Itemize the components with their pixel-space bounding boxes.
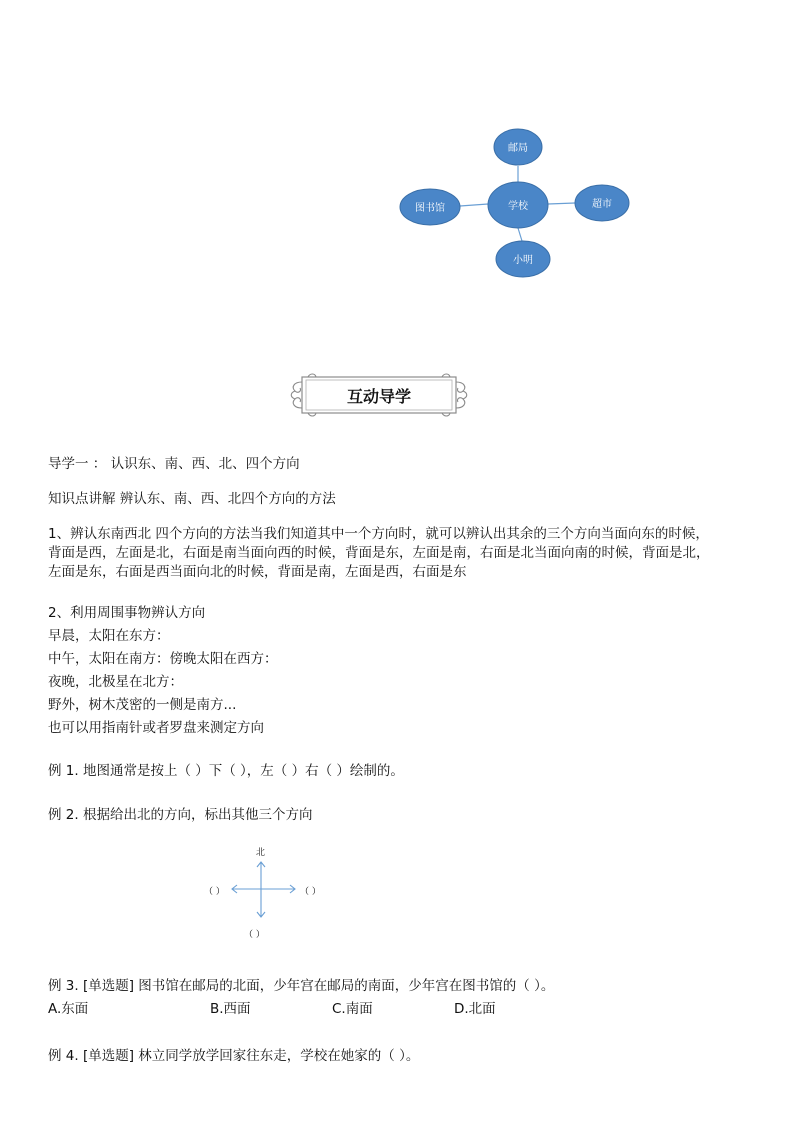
node-library (400, 189, 460, 225)
edge-school-library (460, 204, 488, 206)
example-3-options (48, 999, 548, 1019)
node-post-office (494, 129, 542, 165)
example-3: 例 3. [单选题] 图书馆在邮局的北面，少年宫在邮局的南面，少年宫在图书馆的（ ）。 (48, 978, 555, 994)
node-label-xiaoming: 小明 (513, 255, 533, 266)
compass-figure (200, 842, 340, 942)
node-label-school: 学校 (508, 201, 528, 212)
node-school (488, 182, 548, 228)
location-diagram (395, 125, 640, 280)
node-supermarket (575, 185, 629, 221)
surroundings-list (48, 626, 278, 741)
method-line-3: 左面是东，右面是西当面向北的时候，背面是南，左面是西，右面是东 (48, 564, 467, 580)
option-a[interactable]: A.东面 (48, 1001, 89, 1017)
banner-title: 互动导学 (346, 387, 411, 406)
example-2: 例 2. 根据给出北的方向，标出其他三个方向 (48, 807, 313, 823)
node-label-post-office: 邮局 (508, 143, 528, 154)
option-b[interactable]: B.西面 (210, 1001, 251, 1017)
method-line-2: 背面是西，左面是北，右面是南当面向西的时候，背面是东，左面是南，右面是北当面向南的时候，背面是北， (48, 545, 710, 561)
list-item: 中午，太阳在南方：傍晚太阳在西方： (48, 651, 278, 667)
option-c[interactable]: C.南面 (332, 1001, 373, 1017)
section-heading: 导学一 ： 认识东、南、西、北、四个方向 (48, 456, 300, 472)
compass-east-blank: （ ） (300, 887, 321, 897)
compass-north-label: 北 (256, 848, 266, 858)
example-4: 例 4. [单选题] 林立同学放学回家往东走，学校在她家的（ ）。 (48, 1048, 420, 1064)
compass-south-blank: （ ） (244, 930, 265, 940)
list-item: 早晨，太阳在东方： (48, 628, 170, 644)
surroundings-title: 2、利用周围事物辨认方向 (48, 605, 206, 621)
method-line-1: 1、辨认东南西北 四个方向的方法当我们知道其中一个方向时，就可以辨认出其余的三个方向当面向东的时候， (48, 526, 709, 542)
list-item: 野外，树木茂密的一侧是南方... (48, 697, 237, 713)
edge-school-supermarket (548, 203, 575, 204)
section-banner (288, 372, 470, 418)
knowledge-subheading: 知识点讲解 辨认东、南、西、北四个方向的方法 (48, 491, 336, 507)
node-label-library: 图书馆 (415, 203, 445, 214)
example-1: 例 1. 地图通常是按上（ ）下（ ），左（ ）右（ ）绘制的。 (48, 763, 404, 779)
edge-school-xiaoming (518, 228, 522, 241)
method-paragraph (48, 525, 768, 582)
compass-west-blank: （ ） (204, 887, 225, 897)
option-d[interactable]: D.北面 (454, 1001, 496, 1017)
node-label-supermarket: 超市 (592, 199, 612, 210)
list-item: 也可以用指南针或者罗盘来测定方向 (48, 720, 264, 736)
node-xiaoming (496, 241, 550, 277)
list-item: 夜晚，北极星在北方： (48, 674, 183, 690)
